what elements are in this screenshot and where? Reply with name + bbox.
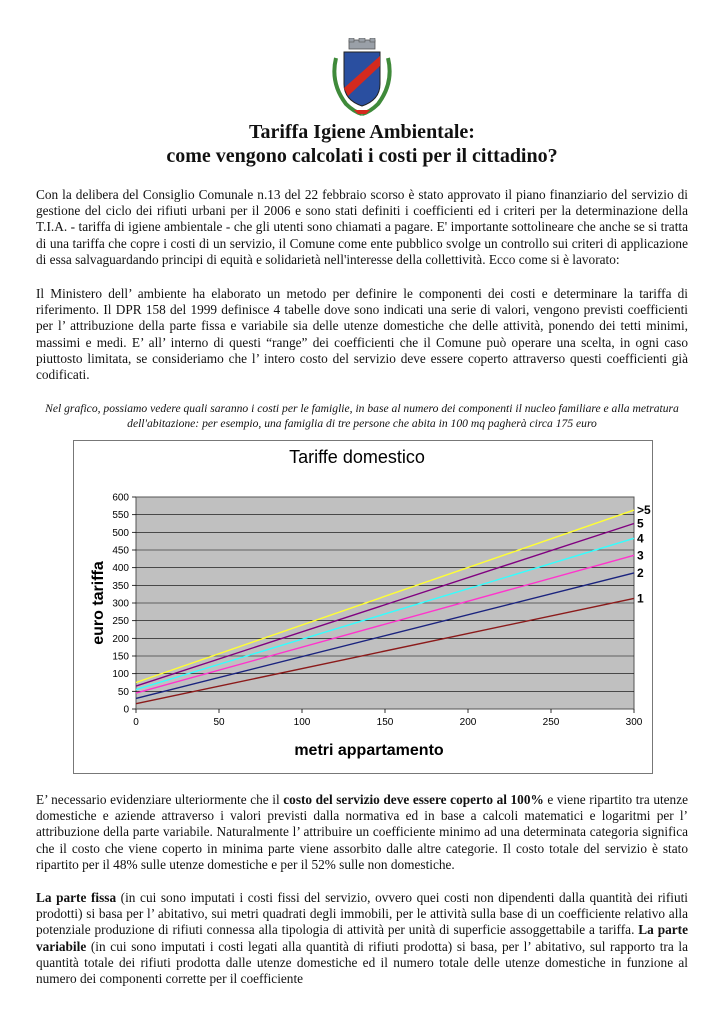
bold-text: La parte fissa (36, 890, 117, 905)
text-span: (in cui sono imputati i costi legati alla quantità di rifiuti prodotta) si basa, per l’ abitativo, sul rapporto tra la quantità totale dei rifiuti prodotta dalle utenze domestiche ed il numero totale delle utenze domestiche in funzione al numero dei componenti corrette per il coefficiente (36, 938, 688, 987)
tariff-chart (74, 441, 652, 773)
bold-text: La parte variabile (36, 922, 688, 954)
coat-of-arms-icon (328, 38, 396, 116)
x-tick-label: 300 (625, 717, 643, 728)
series-label: >5 (637, 503, 651, 518)
y-tick-label: 550 (112, 510, 129, 522)
series-label: 4 (637, 531, 644, 546)
x-tick-label: 200 (459, 717, 477, 728)
y-axis-label: euro tariffa (90, 561, 107, 645)
y-tick-label: 150 (112, 651, 129, 663)
y-tick-label: 50 (117, 686, 129, 698)
x-tick-label: 150 (376, 717, 394, 728)
paragraph-ministry: Il Ministero dell’ ambiente ha elaborato un metodo per definire le componenti dei costi e determinare la tariffa di riferimento. Il DPR 158 del 1999 definisce 4 tabelle dove sono indicati una serie di valori, vengono previsti coefficienti per l’ attribuzione della parte fissa e variabile sia delle utenze domestiche che delle attività, ponendo dei tetti minimi, massimi e medi. E’ all’ interno di questi “range” dei coefficienti che il Comune può operare una scelta, in ogni caso piuttosto limitata, se consideriamo che l’ intero costo del servizio deve essere coperto attraverso questi coefficienti già codificati. (36, 286, 688, 383)
y-tick-label: 350 (112, 580, 129, 592)
series-label: 3 (637, 548, 644, 563)
text-span: E’ necessario evidenziare ulteriormente che il (36, 792, 284, 807)
text-span: (in cui sono imputati i costi fissi del servizio, ovvero quei costi non dipendenti dalla quantità dei rifiuti prodotti) si basa per l’ abitativo, sui metri quadrati degli immobili, per le attività sulla base di un coefficiente relativo alla potenziale produzione di rifiuti connessa alla tipologia di attività per unità di superficie assoggettabile a tariffa. (36, 890, 688, 938)
y-tick-label: 0 (123, 704, 129, 716)
y-tick-label: 500 (112, 527, 129, 539)
y-tick-label: 600 (112, 492, 129, 504)
chart-caption: Nel grafico, possiamo vedere quali saranno i costi per le famiglie, in base al numero dei componenti il nucleo familiare e alla metratura dell'abitazione: per esempio, una famiglia di tre persone che abita in 100 mq pagherà circa 175 euro (45, 402, 679, 430)
x-tick-label: 50 (213, 717, 225, 728)
series-label: 1 (637, 591, 644, 606)
y-tick-label: 400 (112, 563, 129, 575)
series-label: 5 (637, 516, 644, 531)
chart-container (73, 440, 653, 774)
page-title-line1: Tariffa Igiene Ambientale: (249, 121, 475, 143)
series-label: 2 (637, 565, 644, 580)
x-tick-label: 100 (293, 717, 311, 728)
y-tick-label: 250 (112, 616, 129, 628)
y-tick-label: 200 (112, 633, 129, 645)
paragraph-intro: Con la delibera del Consiglio Comunale n.13 del 22 febbraio scorso è stato approvato il piano finanziario del servizio di gestione del ciclo dei rifiuti urbani per il 2006 e sono stati definiti i coefficienti ed i criteri per la determinazione della T.I.A. - tariffa di igiene ambientale - che gli utenti sono chiamati a pagare. E' importante sottolineare che anche se si tratta di una tariffa che copre i costi di un servizio, il Comune come ente pubblico svolge un controllo sui criteri di applicazione di essa salvaguardando principi di equità e solidarietà nell'interesse della collettività. Ecco come si è lavorato: (36, 187, 688, 267)
x-tick-label: 250 (542, 717, 560, 728)
chart-title: Tariffe domestico (289, 447, 425, 467)
y-tick-label: 300 (112, 598, 129, 610)
text-span: e viene ripartito tra utenze domestiche e aziende attraverso i valori previsti dalla normativa ed in base a calcoli matematici e logaritmi per l’ attribuzione della parte variabile. Naturalmente l’ attribuire un coefficiente minimo ad una determinata categoria significa che il costo che viene coperto in minima parte viene assorbito dalle altre categorie. Il costo totale del servizio è stato ripartito per il 48% sulle utenze domestiche e per il 52% sulle non domestiche. (36, 792, 689, 872)
page-title-line2: come vengono calcolati i costi per il cittadino? (166, 145, 558, 167)
paragraph-fixed-variable (36, 890, 688, 987)
bold-text: costo del servizio deve essere coperto al 100% (283, 792, 544, 807)
y-tick-label: 450 (112, 545, 129, 557)
paragraph-cost-coverage (36, 792, 688, 873)
x-axis-label: metri appartamento (294, 742, 444, 759)
y-tick-label: 100 (112, 669, 129, 681)
x-tick-label: 0 (133, 717, 139, 728)
